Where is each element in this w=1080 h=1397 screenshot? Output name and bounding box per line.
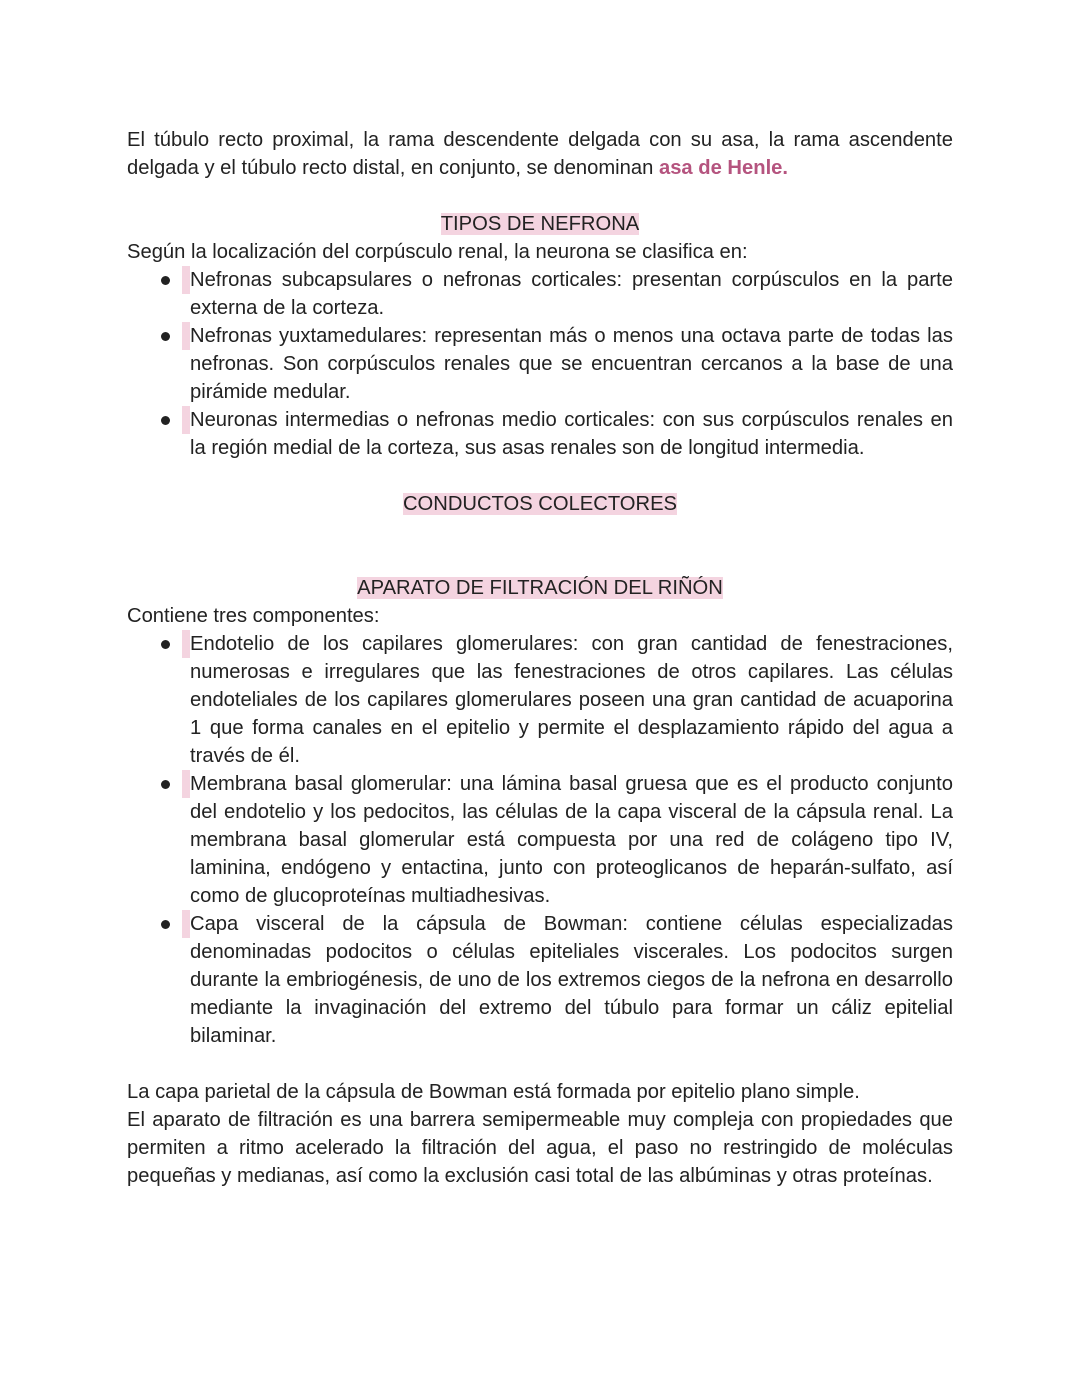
heading-aparato-de-filtracion: APARATO DE FILTRACIÓN DEL RIÑÓN — [357, 577, 723, 599]
bullet-icon — [161, 640, 170, 649]
asa-de-henle-term: asa de Henle. — [658, 157, 789, 179]
list-item: Membrana basal glomerular: una lámina basal gruesa que es el producto conjunto del endotelio y los pedocitos, las células de la capa visceral de la cápsula renal. La membrana basal glomerular está compuesta por una red de colágeno tipo IV, laminina, endógeno y entactina, junto con proteoglicanos de heparán-sulfato, así como de glucoproteínas multiadhesivas. — [127, 770, 953, 910]
list-item: Endotelio de los capilares glomerulares: con gran cantidad de fenestraciones, numerosas e irregulares que las fenestraciones de otros capilares. Las células endoteliales de los capilares glomerulares poseen una gran cantidad de acuaporina 1 que forma canales en el epitelio y permite el desplazamiento rápido del agua a través de él. — [127, 630, 953, 770]
intro-text: El túbulo recto proximal, la rama descendente delgada con su asa, la rama ascendente delgada y el túbulo recto distal, en conjunto, se denominan — [127, 129, 953, 179]
bullet-icon — [161, 416, 170, 425]
document-page — [127, 126, 953, 1190]
closing-paragraph-2: El aparato de filtración es una barrera semipermeable muy compleja con propiedades que permiten a ritmo acelerado la filtración del agua, el paso no restringido de moléculas pequeñas y medianas, así como la exclusión casi total de las albúminas y otras proteínas. — [127, 1109, 953, 1187]
tipos-list — [127, 266, 953, 462]
intro-paragraph — [127, 126, 953, 182]
heading-tipos-de-nefrona: TIPOS DE NEFRONA — [440, 213, 640, 235]
bullet-icon — [161, 780, 170, 789]
list-item: Capa visceral de la cápsula de Bowman: contiene células especializadas denominadas podocitos o células epiteliales viscerales. Los podocitos surgen durante la embriogénesis, de uno de los extremos ciegos de la nefrona en desarrollo mediante la invaginación del extremo del túbulo para formar un cáliz epitelial bilaminar. — [127, 910, 953, 1050]
bullet-icon — [161, 332, 170, 341]
bullet-icon — [161, 920, 170, 929]
bullet-icon — [161, 276, 170, 285]
closing-paragraph-1: La capa parietal de la cápsula de Bowman está formada por epitelio plano simple. — [127, 1081, 860, 1103]
filtracion-lead: Contiene tres componentes: — [127, 605, 380, 627]
filtracion-list — [127, 630, 953, 1050]
list-item: Nefronas yuxtamedulares: representan más o menos una octava parte de todas las nefronas. Son corpúsculos renales que se encuentran cercanos a la base de una pirámide medular. — [127, 322, 953, 406]
list-item: Nefronas subcapsulares o nefronas corticales: presentan corpúsculos en la parte externa de la corteza. — [127, 266, 953, 322]
list-item: Neuronas intermedias o nefronas medio corticales: con sus corpúsculos renales en la región medial de la corteza, sus asas renales son de longitud intermedia. — [127, 406, 953, 462]
tipos-lead: Según la localización del corpúsculo renal, la neurona se clasifica en: — [127, 241, 748, 263]
heading-conductos-colectores: CONDUCTOS COLECTORES — [402, 493, 678, 515]
